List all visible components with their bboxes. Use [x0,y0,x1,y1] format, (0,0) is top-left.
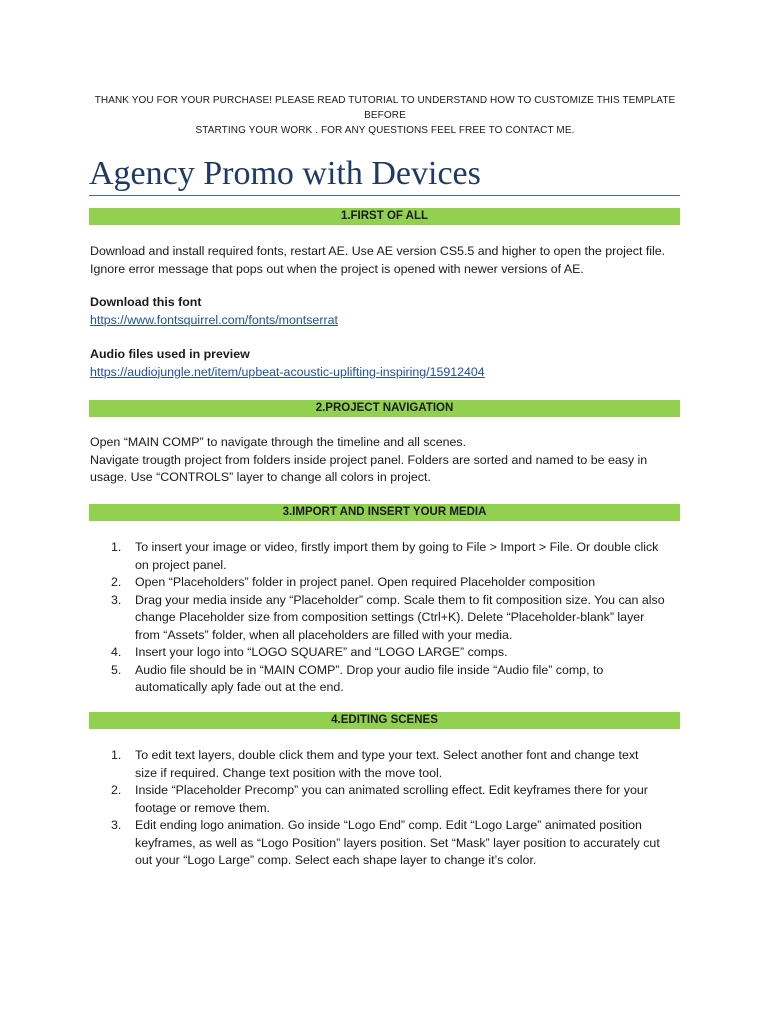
list-number: 3. [111,592,122,607]
list-number: 1. [111,748,122,762]
editing-scenes-steps [89,747,681,870]
project-navigation-text [90,434,682,487]
list-item-text: on project panel. [135,557,227,572]
import-media-steps [89,539,681,697]
list-item-text: keyframes, as well as “Logo Position” layers position. Set “Mask” layer position to accurately cut [135,835,660,850]
first-of-all-intro [90,243,682,278]
list-item [89,662,681,697]
list-number: 3. [111,818,122,832]
list-item [89,574,681,592]
list-item-text: To insert your image or video, firstly import them by going to File > Import > File. Or double click [135,540,659,554]
list-item-text: To edit text layers, double click them and type your text. Select another font and change text [135,748,639,762]
list-item-text: size if required. Change text position with the move tool. [135,765,443,780]
font-download-label: Download this font [90,295,202,309]
list-item-text: from “Assets” folder, when all placeholders are filled with your media. [135,627,513,642]
list-number: 2. [111,783,122,797]
list-number: 4. [111,645,122,659]
list-item-text: Insert your logo into “LOGO SQUARE” and “LOGO LARGE” comps. [135,645,508,659]
notice-line-2: STARTING YOUR WORK . FOR ANY QUESTIONS FEEL FREE TO CONTACT ME. [195,125,575,136]
list-item [89,592,681,645]
title-underline [89,195,680,196]
list-item [89,539,681,574]
navigation-line: usage. Use “CONTROLS” layer to change all colors in project. [90,470,431,484]
list-item-text: Inside “Placeholder Precomp” you can animated scrolling effect. Edit keyframes there for your [135,783,648,797]
notice-line-1: THANK YOU FOR YOUR PURCHASE! PLEASE READ TUTORIAL TO UNDERSTAND HOW TO CUSTOMIZE THIS TEMPLATE BEFORE [94,95,676,121]
page-title: Agency Promo with Devices [89,155,481,192]
section-heading-editing-scenes: 4.EDITING SCENES [89,712,680,729]
audio-files-label: Audio files used in preview [90,347,250,361]
list-item-text: change Placeholder size from composition settings (Ctrl+K). Delete “Placeholder-blank” layer [135,610,645,624]
audio-files-block [90,346,682,381]
font-download-link[interactable]: https://www.fontsquirrel.com/fonts/montserrat [90,312,338,327]
section-heading-first-of-all: 1.FIRST OF ALL [89,208,680,225]
list-item-text: out your “Logo Large” comp. Select each shape layer to change it’s color. [135,853,537,867]
list-item-text: Drag your media inside any “Placeholder” comp. Scale them to fit composition size. You can also [135,592,665,607]
list-item-text: Open “Placeholders” folder in project panel. Open required Placeholder composition [135,575,596,589]
list-number: 5. [111,662,122,677]
list-item-text: Edit ending logo animation. Go inside “Logo End” comp. Edit “Logo Large” animated position [135,818,642,832]
section-heading-project-navigation: 2.PROJECT NAVIGATION [89,400,680,417]
purchase-notice [89,93,681,138]
font-download-block [90,294,682,329]
list-item [89,817,681,870]
intro-line: Ignore error message that pops out when the project is opened with newer versions of AE. [90,261,584,276]
list-item-text: automatically aply fade out at the end. [135,680,344,694]
list-number: 2. [111,575,122,589]
list-item [89,782,681,817]
list-item-text: footage or remove them. [135,800,270,815]
list-item-text: Audio file should be in “MAIN COMP”. Drop your audio file inside “Audio file” comp, to [135,662,604,677]
list-item [89,644,681,662]
intro-line: Download and install required fonts, restart AE. Use AE version CS5.5 and higher to open the project file. [90,244,666,258]
list-number: 1. [111,540,122,554]
section-heading-import-media: 3.IMPORT AND INSERT YOUR MEDIA [89,504,680,521]
audio-files-link[interactable]: https://audiojungle.net/item/upbeat-acoustic-uplifting-inspiring/15912404 [90,364,485,379]
list-item [89,747,681,782]
navigation-line: Navigate trougth project from folders inside project panel. Folders are sorted and named to be easy in [90,452,648,467]
navigation-line: Open “MAIN COMP” to navigate through the timeline and all scenes. [90,435,467,449]
